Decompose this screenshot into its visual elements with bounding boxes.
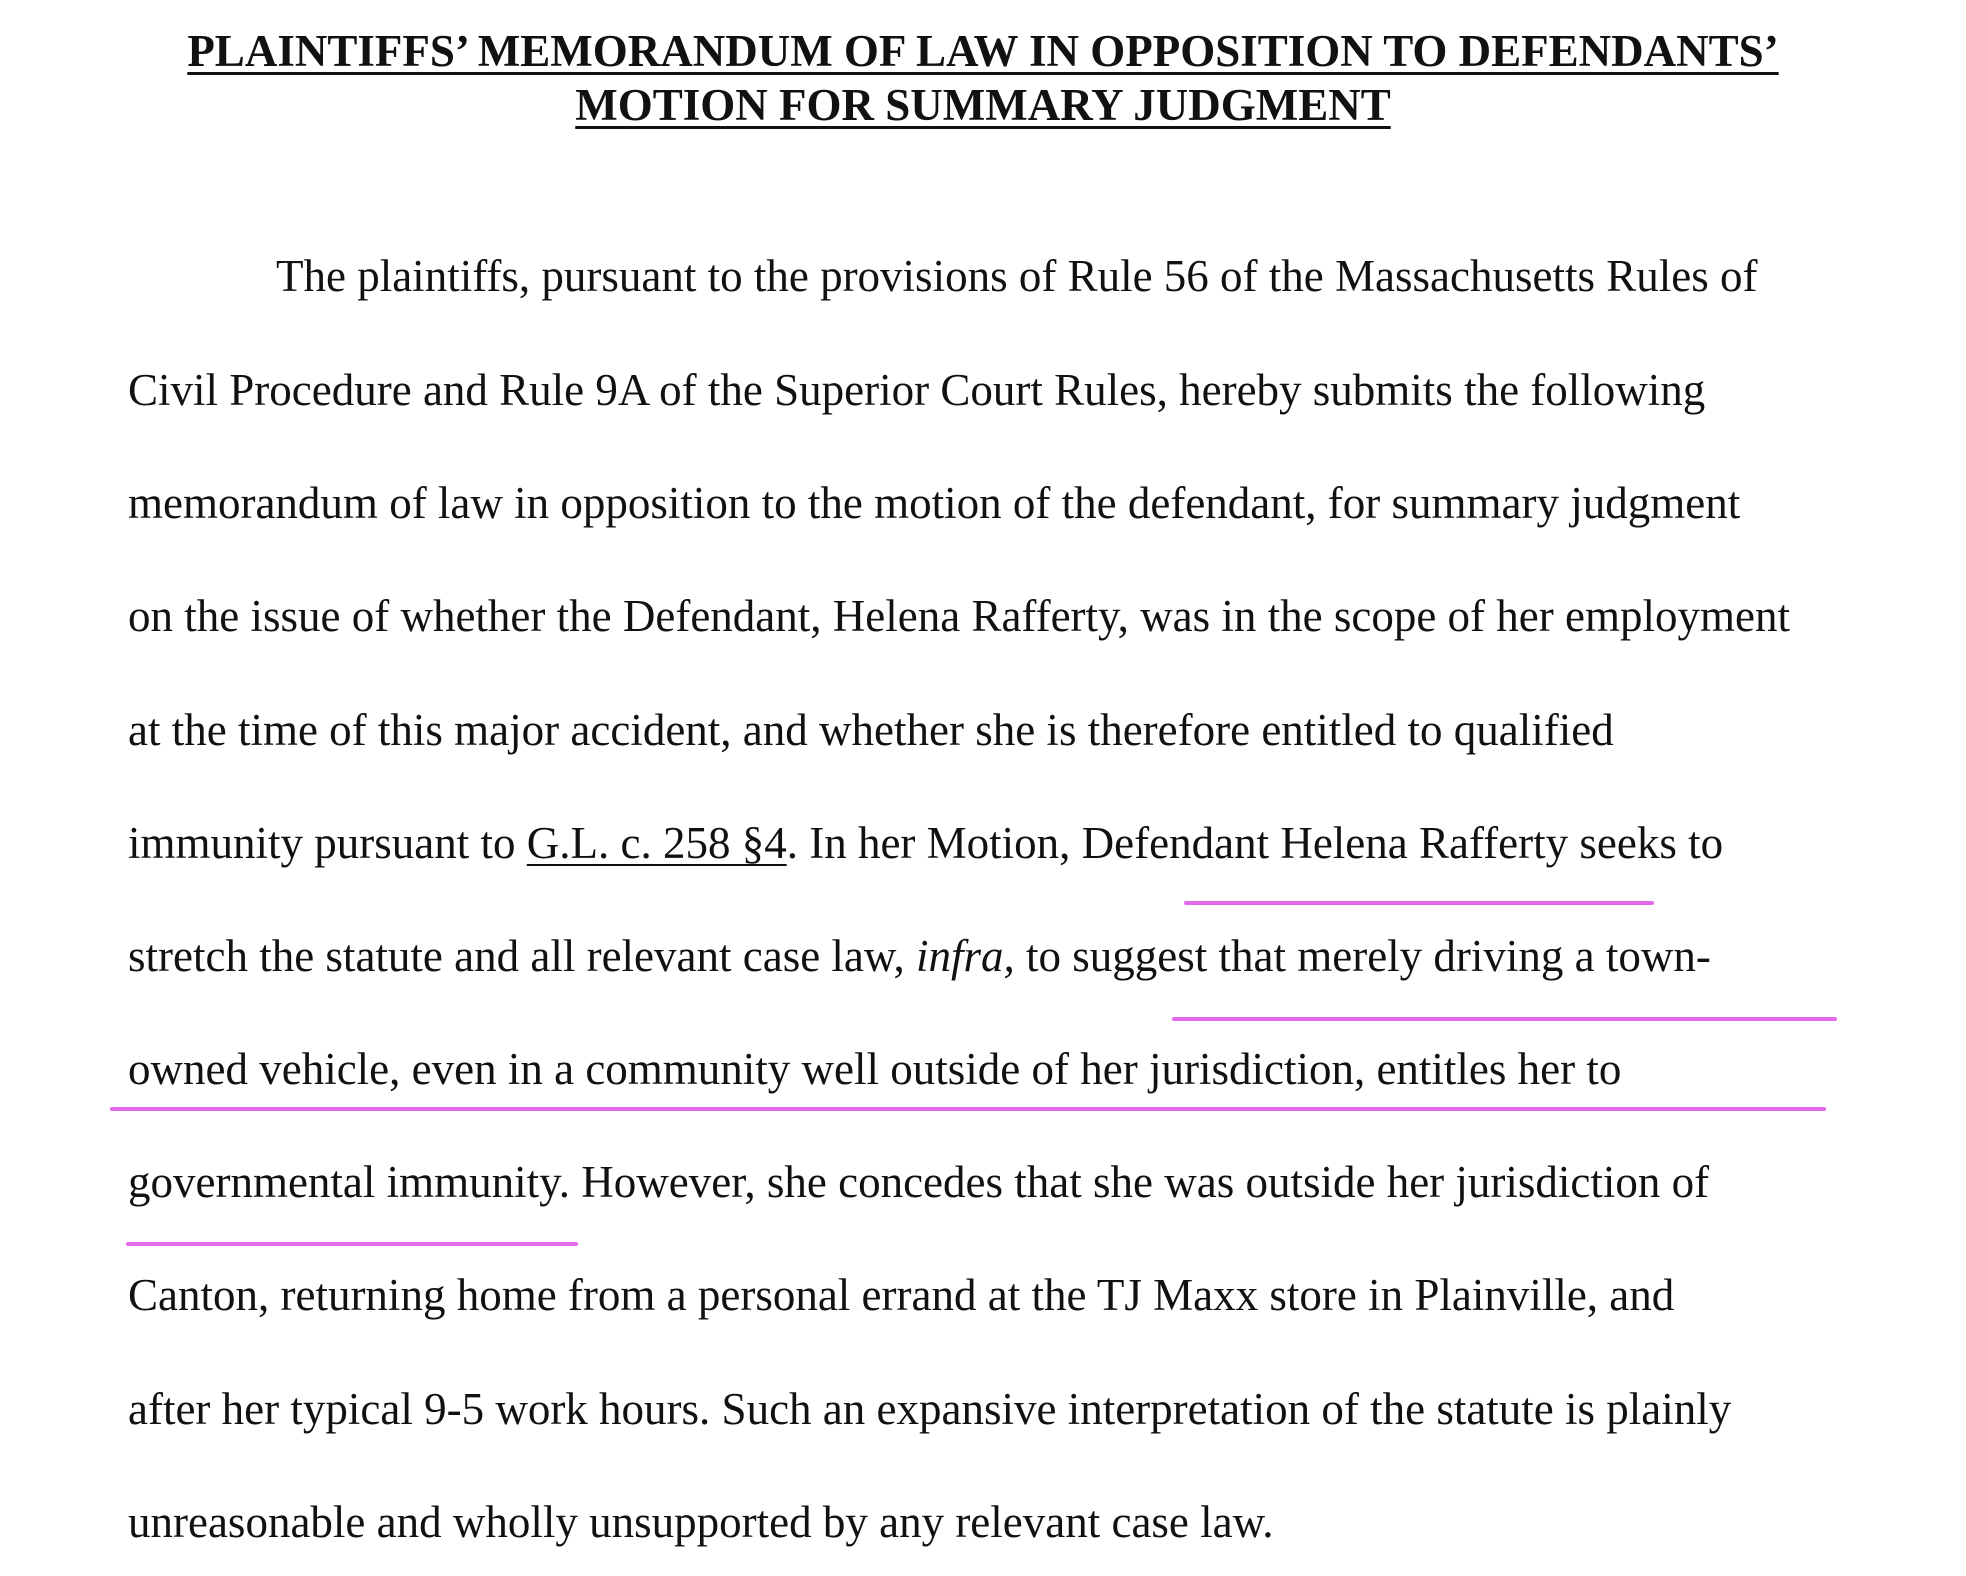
paragraph-line-4: on the issue of whether the Defendant, Helena Rafferty, was in the scope of her employment [128,591,1790,641]
line-6-text-end: . In her Motion, Defendant Helena Rafferty seeks to [786,818,1724,868]
highlight-underline-2 [1172,1017,1837,1021]
paragraph-line-6 [128,815,1723,871]
paragraph-line-5: at the time of this major accident, and whether she is therefore entitled to qualified [128,705,1614,755]
statute-citation: G.L. c. 258 §4 [526,818,787,868]
paragraph-line-8: owned vehicle, even in a community well outside of her jurisdiction, entitles her to [128,1044,1622,1094]
paragraph-line-3: memorandum of law in opposition to the motion of the defendant, for summary judgment [128,478,1741,528]
document-title-line-1: PLAINTIFFS’ MEMORANDUM OF LAW IN OPPOSITION TO DEFENDANTS’ [187,26,1779,76]
paragraph-line-7 [128,928,1711,984]
infra-italic: infra, [915,931,1015,981]
paragraph-line-11: after her typical 9-5 work hours. Such an expansive interpretation of the statute is plainly [128,1384,1732,1434]
highlight-underline-3 [110,1107,1826,1111]
line-7-text-start: stretch the statute and all relevant case law, [128,931,916,981]
paragraph-line-1: The plaintiffs, pursuant to the provisions of Rule 56 of the Massachusetts Rules of [276,251,1758,301]
highlight-underline-1 [1184,901,1654,905]
paragraph-line-10: Canton, returning home from a personal errand at the TJ Maxx store in Plainville, and [128,1270,1675,1320]
line-6-text-start: immunity pursuant to [128,818,527,868]
line-7-text-end: to suggest that merely driving a town- [1014,931,1711,981]
paragraph-line-12: unreasonable and wholly unsupported by any relevant case law. [128,1497,1274,1547]
highlight-underline-4 [126,1242,578,1246]
paragraph-line-9: governmental immunity. However, she concedes that she was outside her jurisdiction of [128,1157,1710,1207]
document-title-line-2: MOTION FOR SUMMARY JUDGMENT [575,80,1391,130]
paragraph-line-2: Civil Procedure and Rule 9A of the Superior Court Rules, hereby submits the following [128,365,1706,415]
